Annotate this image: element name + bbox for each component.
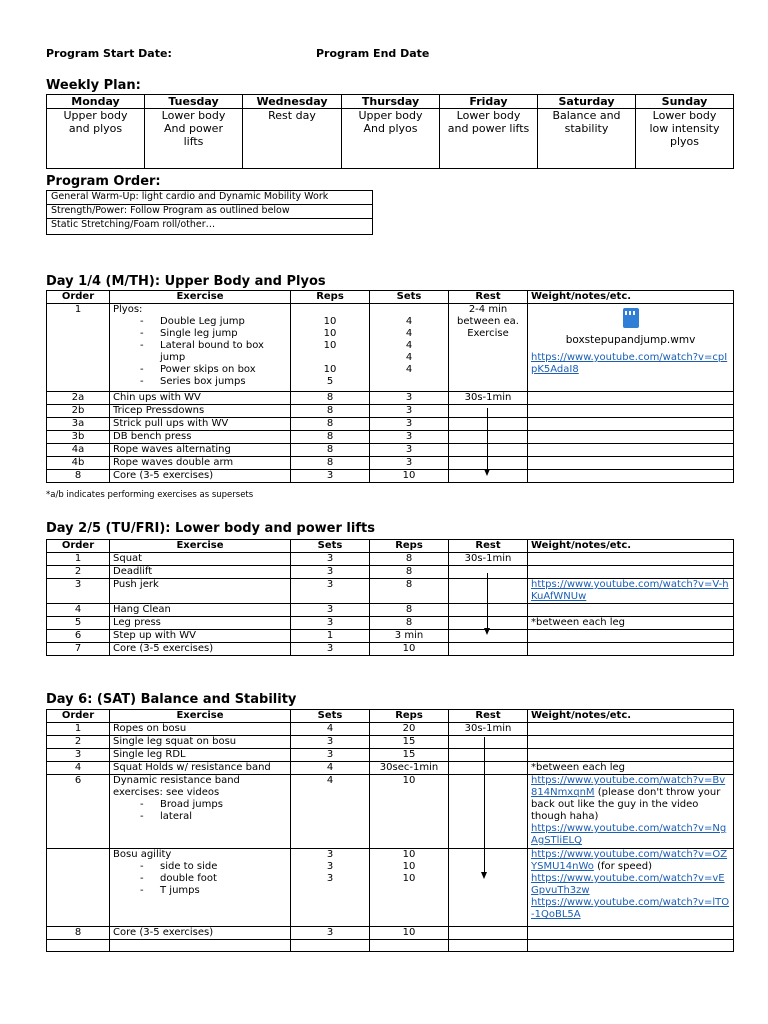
num-cell: 15 [370, 736, 449, 749]
band-label: Dynamic resistance band exercises: see videos [113, 775, 240, 798]
notes-cell [528, 457, 734, 470]
youtube-link[interactable]: https://www.youtube.com/watch?v=lTO-1QoBL5A [531, 897, 730, 920]
num-cell: 15 [370, 749, 449, 762]
num-cell: 3 [370, 418, 449, 431]
rest-arrowhead [484, 469, 490, 476]
rest-arrow [487, 573, 488, 629]
sub-exercise: - lateral [140, 811, 192, 822]
youtube-link[interactable]: https://www.youtube.com/watch?v=cpIpK5AdaI8 [531, 352, 728, 375]
exercise-cell: Single leg RDL [110, 749, 291, 762]
day14-title: Day 1/4 (M/TH): Upper Body and Plyos [46, 274, 326, 289]
link-note: (please don't throw your back out like the guy in the video though haha) [531, 787, 721, 822]
num-cell: 3 [291, 553, 370, 566]
table-row [47, 470, 734, 483]
num-cell: 3 [370, 431, 449, 444]
col-header: Reps [291, 291, 370, 304]
link-note: (for speed) [593, 861, 653, 872]
order-cell: 2 [47, 736, 110, 749]
rest-cell [449, 762, 528, 775]
num-cell: 10 [370, 643, 449, 656]
sub-exercise: - Power skips on box [140, 364, 256, 375]
program-order-title: Program Order: [46, 174, 161, 189]
reps-cell: 10 10 10 10 5 [291, 304, 370, 392]
sub-exercise: - T jumps [140, 885, 200, 896]
weekday-plan: Lower body and power lifts [440, 109, 538, 169]
exercise-cell: Deadlift [110, 566, 291, 579]
notes-cell: *between each leg [528, 617, 734, 630]
day14-table [46, 290, 734, 483]
notes-cell [528, 927, 734, 940]
order-cell: 2b [47, 405, 110, 418]
order-cell: 1 [47, 723, 110, 736]
rest-cell [449, 418, 528, 431]
notes-cell [528, 736, 734, 749]
rest-cell [449, 643, 528, 656]
empty-cell [370, 940, 449, 952]
program-end-date-label: Program End Date [316, 47, 430, 60]
notes-cell [528, 553, 734, 566]
notes-cell [528, 604, 734, 617]
notes-cell [528, 405, 734, 418]
weekday-plan: Lower body low intensity plyos [636, 109, 734, 169]
exercise-cell: Strick pull ups with WV [110, 418, 291, 431]
exercise-cell: Squat [110, 553, 291, 566]
rest-cell [449, 579, 528, 604]
table-row [47, 927, 734, 940]
col-header: Sets [370, 291, 449, 304]
order-cell: 1 [47, 553, 110, 566]
rest-cell [449, 736, 528, 749]
order-cell: 6 [47, 775, 110, 849]
rest-cell [449, 431, 528, 444]
sets-cell: 4 4 4 4 4 [370, 304, 449, 392]
rest-cell [449, 457, 528, 470]
col-header: Sets [291, 710, 370, 723]
order-cell: 4 [47, 604, 110, 617]
order-cell: 4b [47, 457, 110, 470]
youtube-link[interactable]: https://www.youtube.com/watch?v=Bv814NmxqnM [531, 775, 726, 798]
rest-cell [449, 849, 528, 927]
num-cell: 4 [291, 762, 370, 775]
order-cell: 3 [47, 579, 110, 604]
col-header: Rest [449, 540, 528, 553]
num-cell: 3 [370, 405, 449, 418]
table-row [47, 723, 734, 736]
num-cell: 8 [370, 566, 449, 579]
plyos-label: Plyos: [113, 304, 143, 315]
table-row [47, 431, 734, 444]
notes-cell [528, 749, 734, 762]
weekday-header: Saturday [538, 95, 636, 109]
exercise-cell [110, 775, 291, 849]
table-row [47, 940, 734, 952]
notes-cell [528, 579, 734, 604]
order-cell: 2 [47, 566, 110, 579]
exercise-cell: Ropes on bosu [110, 723, 291, 736]
empty-cell [528, 940, 734, 952]
empty-cell [449, 940, 528, 952]
order-cell [47, 849, 110, 927]
table-row [47, 775, 734, 849]
table-row [47, 579, 734, 604]
weekday-plan: Upper body and plyos [47, 109, 145, 169]
weekday-plan: Upper body And plyos [342, 109, 440, 169]
num-cell: 8 [291, 457, 370, 470]
table-row [47, 457, 734, 470]
exercise-cell: DB bench press [110, 431, 291, 444]
table-row [47, 630, 734, 643]
table-row [47, 762, 734, 775]
rest-cell [449, 749, 528, 762]
weekday-header: Monday [47, 95, 145, 109]
num-cell: 3 [370, 457, 449, 470]
col-header: Exercise [110, 291, 291, 304]
day6-table [46, 709, 734, 952]
col-header: Rest [449, 291, 528, 304]
exercise-cell: Tricep Pressdowns [110, 405, 291, 418]
exercise-cell: Step up with WV [110, 630, 291, 643]
col-header: Weight/notes/etc. [528, 540, 734, 553]
order-cell: 3 [47, 749, 110, 762]
order-cell: 5 [47, 617, 110, 630]
num-cell: 3 [291, 579, 370, 604]
num-cell: 10 [370, 470, 449, 483]
exercise-cell: Hang Clean [110, 604, 291, 617]
weekly-plan-title: Weekly Plan: [46, 78, 141, 93]
weekday-header: Sunday [636, 95, 734, 109]
col-header: Sets [291, 540, 370, 553]
video-file-icon [623, 308, 639, 328]
sets-cell: 4 [291, 775, 370, 849]
num-cell: 8 [291, 392, 370, 405]
video-file[interactable] [531, 308, 730, 332]
sub-exercise: - Double Leg jump [140, 316, 245, 327]
table-row [47, 392, 734, 405]
rest-arrow [487, 408, 488, 470]
sub-exercise: - Series box jumps [140, 376, 246, 387]
weekly-plan-table [46, 94, 734, 169]
num-cell: 3 [370, 444, 449, 457]
program-order-item: Strength/Power: Follow Program as outlined below [47, 205, 373, 219]
notes-cell [528, 630, 734, 643]
order-cell: 8 [47, 470, 110, 483]
num-cell: 8 [291, 405, 370, 418]
reps-cell: 10 10 10 [370, 849, 449, 927]
rest-cell: 30s-1min [449, 553, 528, 566]
rest-cell [449, 405, 528, 418]
col-header: Weight/notes/etc. [528, 291, 734, 304]
empty-cell [110, 940, 291, 952]
table-row [47, 604, 734, 617]
reps-cell: 10 [370, 927, 449, 940]
exercise-cell: Core (3-5 exercises) [110, 927, 291, 940]
col-header: Exercise [110, 710, 291, 723]
program-order-table [46, 190, 373, 235]
rest-arrow [484, 737, 485, 873]
weekday-header: Tuesday [145, 95, 243, 109]
notes-cell [528, 470, 734, 483]
empty-cell [47, 940, 110, 952]
order-cell: 3b [47, 431, 110, 444]
order-cell: 1 [47, 304, 110, 392]
order-cell: 6 [47, 630, 110, 643]
exercise-cell: Chin ups with WV [110, 392, 291, 405]
num-cell: 3 min [370, 630, 449, 643]
exercise-cell [110, 304, 291, 392]
num-cell: 3 [291, 470, 370, 483]
exercise-cell: Core (3-5 exercises) [110, 470, 291, 483]
num-cell: 3 [291, 736, 370, 749]
video-file-name[interactable]: boxstepupandjump.wmv [565, 334, 696, 346]
rest-cell: 30s-1min [449, 392, 528, 405]
notes-cell [528, 566, 734, 579]
num-cell: 8 [291, 418, 370, 431]
col-header: Reps [370, 710, 449, 723]
notes-cell [528, 444, 734, 457]
num-cell: 20 [370, 723, 449, 736]
num-cell: 8 [291, 444, 370, 457]
exercise-cell: Single leg squat on bosu [110, 736, 291, 749]
day25-table [46, 539, 734, 656]
day6-title: Day 6: (SAT) Balance and Stability [46, 692, 297, 707]
col-header: Weight/notes/etc. [528, 710, 734, 723]
reps-cell: 10 [370, 775, 449, 849]
rest-cell [449, 604, 528, 617]
sub-exercise: - Lateral bound to box jump [140, 340, 264, 363]
col-header: Order [47, 291, 110, 304]
rest-cell [449, 927, 528, 940]
weekday-plan: Rest day [243, 109, 342, 169]
notes-cell [528, 643, 734, 656]
bosu-label: Bosu agility [113, 849, 172, 860]
rest-cell [449, 444, 528, 457]
num-cell: 8 [370, 617, 449, 630]
num-cell: 3 [291, 643, 370, 656]
weekday-plan: Lower body And power lifts [145, 109, 243, 169]
program-order-item: General Warm-Up: light cardio and Dynamic Mobility Work [47, 191, 373, 205]
exercise-cell: Push jerk [110, 579, 291, 604]
col-header: Rest [449, 710, 528, 723]
num-cell: 1 [291, 630, 370, 643]
weekday-header: Wednesday [243, 95, 342, 109]
exercise-cell: Rope waves alternating [110, 444, 291, 457]
youtube-link[interactable]: https://www.youtube.com/watch?v=V-hKuAfWNUw [531, 579, 729, 602]
num-cell: 3 [291, 604, 370, 617]
order-cell: 2a [47, 392, 110, 405]
sets-cell: 3 3 3 [291, 849, 370, 927]
rest-cell: 2-4 min between ea. Exercise [449, 304, 528, 392]
num-cell: 3 [291, 617, 370, 630]
num-cell: 8 [370, 604, 449, 617]
sub-exercise: - side to side [140, 861, 218, 872]
youtube-link[interactable]: https://www.youtube.com/watch?v=vEGpvuTh3zw [531, 873, 725, 896]
table-row [47, 304, 734, 392]
notes-cell [528, 849, 734, 927]
num-cell: 3 [291, 566, 370, 579]
sets-cell: 3 [291, 927, 370, 940]
rest-arrowhead [484, 628, 490, 635]
table-row [47, 736, 734, 749]
table-row [47, 418, 734, 431]
exercise-cell: Core (3-5 exercises) [110, 643, 291, 656]
table-row [47, 849, 734, 927]
rest-arrowhead [481, 872, 487, 879]
notes-cell [528, 431, 734, 444]
notes-cell [528, 775, 734, 849]
table-row [47, 749, 734, 762]
empty-cell [291, 940, 370, 952]
col-header: Exercise [110, 540, 291, 553]
exercise-cell: Leg press [110, 617, 291, 630]
rest-cell [449, 775, 528, 849]
num-cell: 3 [291, 749, 370, 762]
col-header: Reps [370, 540, 449, 553]
notes-cell: *between each leg [528, 762, 734, 775]
order-cell: 7 [47, 643, 110, 656]
order-cell: 4a [47, 444, 110, 457]
exercise-cell [110, 849, 291, 927]
num-cell: 4 [291, 723, 370, 736]
program-start-date-label: Program Start Date: [46, 47, 172, 60]
exercise-cell: Rope waves double arm [110, 457, 291, 470]
table-row [47, 643, 734, 656]
notes-cell [528, 304, 734, 392]
notes-cell [528, 392, 734, 405]
program-order-item: Static Stretching/Foam roll/other… [47, 219, 373, 235]
num-cell: 8 [370, 579, 449, 604]
exercise-cell: Squat Holds w/ resistance band [110, 762, 291, 775]
col-header: Order [47, 540, 110, 553]
rest-cell: 30s-1min [449, 723, 528, 736]
notes-cell [528, 418, 734, 431]
table-row [47, 553, 734, 566]
weekday-header: Thursday [342, 95, 440, 109]
youtube-link[interactable]: https://www.youtube.com/watch?v=OZYSMU14nWo [531, 849, 728, 872]
sub-exercise: - Single leg jump [140, 328, 238, 339]
col-header: Order [47, 710, 110, 723]
table-row [47, 405, 734, 418]
num-cell: 8 [291, 431, 370, 444]
table-row [47, 444, 734, 457]
order-cell: 3a [47, 418, 110, 431]
weekday-header: Friday [440, 95, 538, 109]
notes-cell [528, 723, 734, 736]
table-row [47, 566, 734, 579]
youtube-link[interactable]: https://www.youtube.com/watch?v=NgAgSTliELQ [531, 823, 727, 846]
num-cell: 8 [370, 553, 449, 566]
day25-title: Day 2/5 (TU/FRI): Lower body and power lifts [46, 521, 375, 536]
rest-cell [449, 566, 528, 579]
num-cell: 30sec-1min [370, 762, 449, 775]
order-cell: 4 [47, 762, 110, 775]
sub-exercise: - Broad jumps [140, 799, 223, 810]
sub-exercise: - double foot [140, 873, 217, 884]
weekday-plan: Balance and stability [538, 109, 636, 169]
order-cell: 8 [47, 927, 110, 940]
num-cell: 3 [370, 392, 449, 405]
table-row [47, 617, 734, 630]
superset-footnote: *a/b indicates performing exercises as supersets [46, 490, 254, 500]
